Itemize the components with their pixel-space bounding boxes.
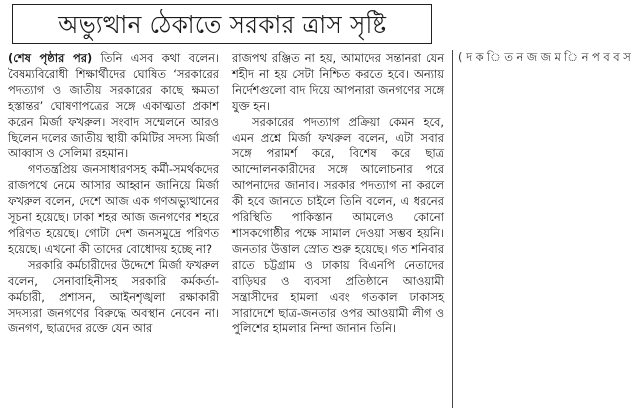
paragraph-4: সরকারের পদত্যাগ প্রক্রিয়া কেমন হবে, এমন প্রশ্নে মির্জা ফখরুল বলেন, এটা সবার সঙ্গে পরামর্শ করে, বিশেষ করে ছাত্র আন্দোলনকারীদের সঙ্গে আলোচনার পরে আপনাদের জানাব। সরকার পদত্যাগ না করলে কী হবে জানতে চাইলে তিনি বলেন, এ ধরনের পরিস্থিতি পাকিস্তান আমলেও কোনো শাসকগোষ্ঠীর পক্ষে সামাল দেওয়া সম্ভব হয়নি। জনতার উত্তাল স্রোত শুরু হয়েছে। গত শনিবার রাতে চট্টগ্রাম ও ঢাকায় বিএনপি নেতাদের বাড়িঘর ও ব্যবসা প্রতিষ্ঠানে আওয়ামী সন্ত্রাসীদের হামলা এবং গতকাল ঢাকাসহ সারাদেশে ছাত্র-জনতার ওপর আওয়ামী লীগ ও পুলিশের হামলার নিন্দা জানান তিনি। xyxy=(232,114,444,336)
headline-box xyxy=(12,4,432,44)
paragraph-3: সরকারি কর্মচারীদের উদ্দেশে মির্জা ফখরুল বলেন, সেনাবাহিনীসহ সরকারি কর্মকর্তা-কর্মচারী, প্রশাসন, আইনশৃঙ্খলা রক্ষাকারী সদস্যরা জনগণের বিরুদ্ধে অবস্থান নেবেন না। জনগণ, ছাত্রদের রক্তে যেন আর xyxy=(8,257,219,336)
continuation-label: (শেষ পৃষ্ঠার পর) xyxy=(8,51,93,65)
paragraph-1-text: তিনি এসব কথা বলেন। বৈষম্যবিরোধী শিক্ষার্থীদের ঘোষিত ‘সরকারের পদত্যাগ ও জাতীয় সরকারের কাছে ক্ষমতা হস্তান্তর’ ঘোষণাপত্রের সঙ্গে একাত্মতা প্রকাশ করেন মির্জা ফখরুল। সংবাদ সম্মেলনে আরও ছিলেন দলের জাতীয় স্থায়ী কমিটির সদস্য মির্জা আব্বাস ও সেলিমা রহমান। xyxy=(8,51,219,161)
paragraph-3-continued: রাজপথ রঞ্জিত না হয়, আমাদের সন্তানরা যেন শহীদ না হয় সেটা নিশ্চিত করতে হবে। অন্যায় নির্দেশগুলো বাদ দিয়ে আপনারা জনগণের সঙ্গে যুক্ত হন। xyxy=(232,51,444,113)
adjacent-column-fragment: ( দ ক ি ত ন জ জ ম ি ন প ব ব স xyxy=(458,50,631,64)
article-column-left xyxy=(8,51,219,337)
paragraph-2: গণতন্ত্রপ্রিয় জনসাধারণসহ কর্মী-সমর্থকদের রাজপথে নেমে আসার আহ্বান জানিয়ে মির্জা ফখরুল বলেন, দেশে আজ এক গণঅভ্যুত্থানের সূচনা হয়েছে। ঢাকা শহর আজ জনগণের শহরে পরিণত হয়েছে। গোটা দেশ জনসমুদ্রে পরিণত হয়েছে। এখনো কী তাদের বোধোদয় হচ্ছে না? xyxy=(8,162,219,256)
paragraph-1 xyxy=(8,51,219,162)
column-divider xyxy=(452,50,453,408)
article-column-right xyxy=(232,51,444,337)
headline: অভ্যুত্থান ঠেকাতে সরকার ত্রাস সৃষ্টি xyxy=(57,9,387,39)
